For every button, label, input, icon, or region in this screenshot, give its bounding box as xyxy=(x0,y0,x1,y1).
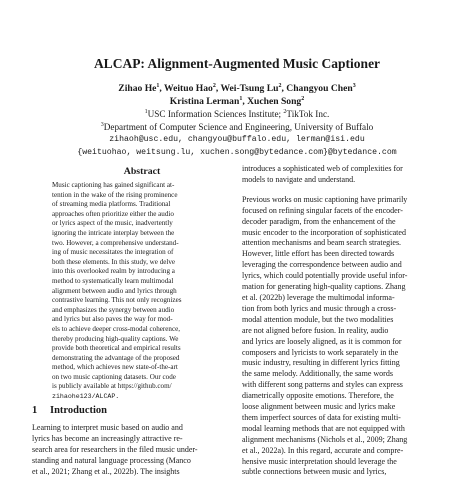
author-affil-mark: 2 xyxy=(301,95,305,102)
text-line: alignment mechanisms (Nichols et al., 2009; Zhang xyxy=(242,434,408,444)
paragraph xyxy=(242,195,442,479)
abstract-line: tention in the wake of the rising prominence xyxy=(52,190,178,199)
abstract-line: provide both theoretical and empirical results xyxy=(52,344,181,353)
authors-line-1: Zihao He$^1$, Weituo Hao$^2$, Wei-Tsung Lu$^2$, Changyou Chen$^3$ xyxy=(118,82,356,94)
affiliation-text: Department of Computer Science and Engineering, University of Buffalo xyxy=(103,122,374,132)
text-line: However, little effort has been directed towards xyxy=(242,249,395,259)
paper-title: ALCAP: Alignment-Augmented Music Captioner xyxy=(93,56,381,71)
abstract-heading: Abstract xyxy=(123,166,161,177)
text-line: et al., 2022a). In this regard, accurate and compre- xyxy=(242,445,404,455)
abstract-line: ignoring the intricate interplay between the xyxy=(52,228,175,237)
text-line: with different song patterns and styles can express xyxy=(242,380,403,390)
abstract-line: demonstrating the advantage of the proposed xyxy=(52,353,180,362)
section-number: 1 xyxy=(32,405,38,416)
abstract-line: contrastive learning. This not only recognizes xyxy=(52,296,182,305)
text-line: decoder paradigm, from the enhancement of the xyxy=(242,216,396,226)
abstract-line: both these elements. In this study, we delve xyxy=(52,257,176,266)
author-affil-mark: 3 xyxy=(352,82,356,89)
authors-line-2: Kristina Lerman$^1$, Xuchen Song$^2$ xyxy=(169,95,305,107)
text-line: et al. (2022b) leverage the multimodal informa- xyxy=(242,292,395,302)
abstract-line: method, which achieves new state-of-the-art xyxy=(52,363,178,372)
text-line: composers and lyricists to work separately in the xyxy=(242,347,399,357)
text-line: tion from both lyrics and music through a cross- xyxy=(242,303,397,313)
affil-mark: 1 xyxy=(144,108,148,115)
abstract-line: thereby producing high-quality captions. We xyxy=(52,334,179,343)
affil-mark: 3 xyxy=(100,121,104,128)
introduction-body xyxy=(32,423,232,478)
abstract-line: ing of music necessitates the integration of xyxy=(52,248,174,257)
section-heading-introduction xyxy=(32,405,232,416)
text-line: leveraging the correspondence between audio and xyxy=(242,260,402,270)
abstract-line: method to systematically learn multimodal xyxy=(52,276,174,285)
intro-line: et al., 2021; Zhang et al., 2022b). The insights xyxy=(32,466,180,476)
affiliation-line-1 xyxy=(0,109,474,119)
text-line: hensive music interpretation should leverage the xyxy=(242,456,397,466)
abstract-line: of streaming media platforms. Traditional xyxy=(52,200,171,209)
abstract-line: Music captioning has gained significant at- xyxy=(52,181,175,189)
affiliation-text: TikTok Inc. xyxy=(286,109,330,119)
abstract-line: and emphasizes the synergy between audio xyxy=(52,305,175,314)
text-line: the same melody. Additionally, the same words xyxy=(242,369,393,379)
abstract-line: els to achieve deeper cross-modal coherence, xyxy=(52,324,181,333)
abstract-line: two. However, a comprehensive understand- xyxy=(52,238,179,247)
intro-line: Learning to interpret music based on audio and xyxy=(32,423,183,432)
text-line: models to navigate and understand. xyxy=(242,174,356,184)
text-line: loose alignment between music and lyrics make xyxy=(242,402,396,412)
author-name: Weituo Hao xyxy=(164,83,213,94)
text-line: music industry, resulting in different lyrics fitting xyxy=(242,358,400,368)
author-affil-mark: 1 xyxy=(156,82,160,89)
right-column-body xyxy=(242,164,442,487)
affiliation-line-2 xyxy=(0,122,474,132)
abstract-line: into this overlooked realm by introducing a xyxy=(52,267,175,276)
text-line: music encoder to the incorporation of sophisticated xyxy=(242,227,406,237)
text-line: mation for generating high-quality captions. Zhang xyxy=(242,282,406,292)
author-name: Changyou Chen xyxy=(286,83,353,94)
intro-line: search area for researchers in the filed music under- xyxy=(32,444,198,454)
abstract-line: and lyrics but also paves the way for mod- xyxy=(52,315,173,324)
text-line: Previous works on music captioning have primarily xyxy=(242,194,408,204)
abstract-line: on two music captioning datasets. Our code xyxy=(52,372,176,381)
text-line: focused on refining singular facets of the encoder- xyxy=(242,205,403,215)
text-line: them imperfect sources of data for existing multi- xyxy=(242,412,401,422)
author-name: Kristina Lerman xyxy=(169,96,240,107)
author-affil-mark: 2 xyxy=(212,82,216,89)
author-name: Wei-Tsung Lu xyxy=(220,83,279,94)
text-line: attention mechanisms and beam search strategies. xyxy=(242,238,402,248)
intro-line: lyrics has become an increasingly attractive re- xyxy=(32,433,183,443)
affil-mark: 2 xyxy=(283,108,287,115)
text-line: introduces a sophisticated web of complexities for xyxy=(242,164,403,173)
text-line: modal learning methods that are not equipped with xyxy=(242,423,405,433)
abstract-code-link[interactable]: zihaohe123/ALCAP. xyxy=(52,393,120,401)
text-line: diametrically opposite emotions. Therefore, the xyxy=(242,391,394,401)
abstract-line: approaches often prioritize either the audio xyxy=(52,209,174,218)
section-title: Introduction xyxy=(50,405,107,416)
text-line: and lyrics are loosely aligned, as it is common for xyxy=(242,336,402,346)
author-name: Xuchen Song xyxy=(247,96,302,107)
email-line-1: zihaoh@usc.edu, changyou@buffalo.edu, lerman@isi.edu xyxy=(109,135,365,144)
text-line: modal attention module, but the two modalities xyxy=(242,314,394,324)
text-line: subtle connections between music and lyrics, xyxy=(242,467,387,477)
author-affil-mark: 2 xyxy=(278,82,282,89)
text-line: are not aligned before fusion. In reality, audio xyxy=(242,325,389,335)
abstract-line: is publicly available at https://github.com/ xyxy=(52,382,172,391)
text-line: lyrics, which could potentially provide useful infor- xyxy=(242,271,408,281)
affiliation-text: USC Information Sciences Institute; xyxy=(147,109,284,119)
author-name: Zihao He xyxy=(118,83,157,94)
paragraph xyxy=(242,164,442,186)
abstract-line: alignment between audio and lyrics through xyxy=(52,286,177,295)
intro-line: standing and natural language processing (Manco xyxy=(32,455,191,465)
author-affil-mark: 1 xyxy=(239,95,243,102)
abstract-body xyxy=(52,181,232,402)
email-line-2: {weituohao, weitsung.lu, xuchen.song@bytedance.com}@bytedance.com xyxy=(77,148,397,157)
abstract-line: or lyrics aspect of the music, inadvertently xyxy=(52,219,173,228)
